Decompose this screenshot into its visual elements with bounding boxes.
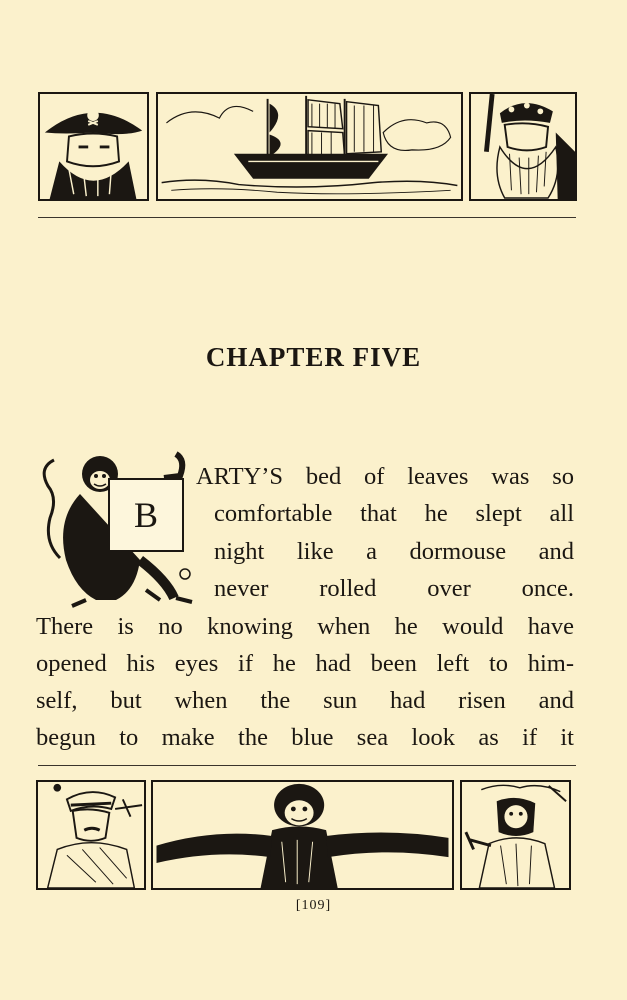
chapter-title: CHAPTER FIVE <box>205 342 422 372</box>
body-line: There is no knowing when he would have <box>36 613 574 640</box>
monkey-arms-spread-icon <box>153 782 452 888</box>
body-line: opened his eyes if he had been left to him- <box>36 650 574 677</box>
top-center-panel <box>156 92 463 201</box>
body-line: never rolled over once. <box>214 575 574 602</box>
top-right-panel <box>469 92 577 201</box>
body-line: begun to make the blue sea look as if it <box>36 724 574 751</box>
top-rule <box>38 217 576 218</box>
pirate-skull-hat-icon <box>40 94 147 199</box>
body-line: self, but when the sun had risen and <box>36 687 574 714</box>
bottom-center-panel <box>151 780 454 890</box>
top-left-panel <box>38 92 149 201</box>
body-line: comfortable that he slept all <box>214 500 574 527</box>
page-number: [109] <box>295 898 332 913</box>
pirate-ship-icon <box>158 94 461 199</box>
drop-cap-letter: B <box>133 495 158 535</box>
bottom-right-panel <box>460 780 571 890</box>
drop-cap-sign <box>108 478 184 552</box>
pirate-with-knife-icon <box>462 782 569 888</box>
bottom-left-panel <box>36 780 146 890</box>
body-line: night like a dormouse and <box>214 538 574 565</box>
body-line: ARTY’S bed of leaves was so <box>196 463 574 490</box>
bearded-pirate-icon <box>471 94 575 199</box>
sailor-icon <box>38 782 144 888</box>
bottom-rule <box>38 765 576 766</box>
